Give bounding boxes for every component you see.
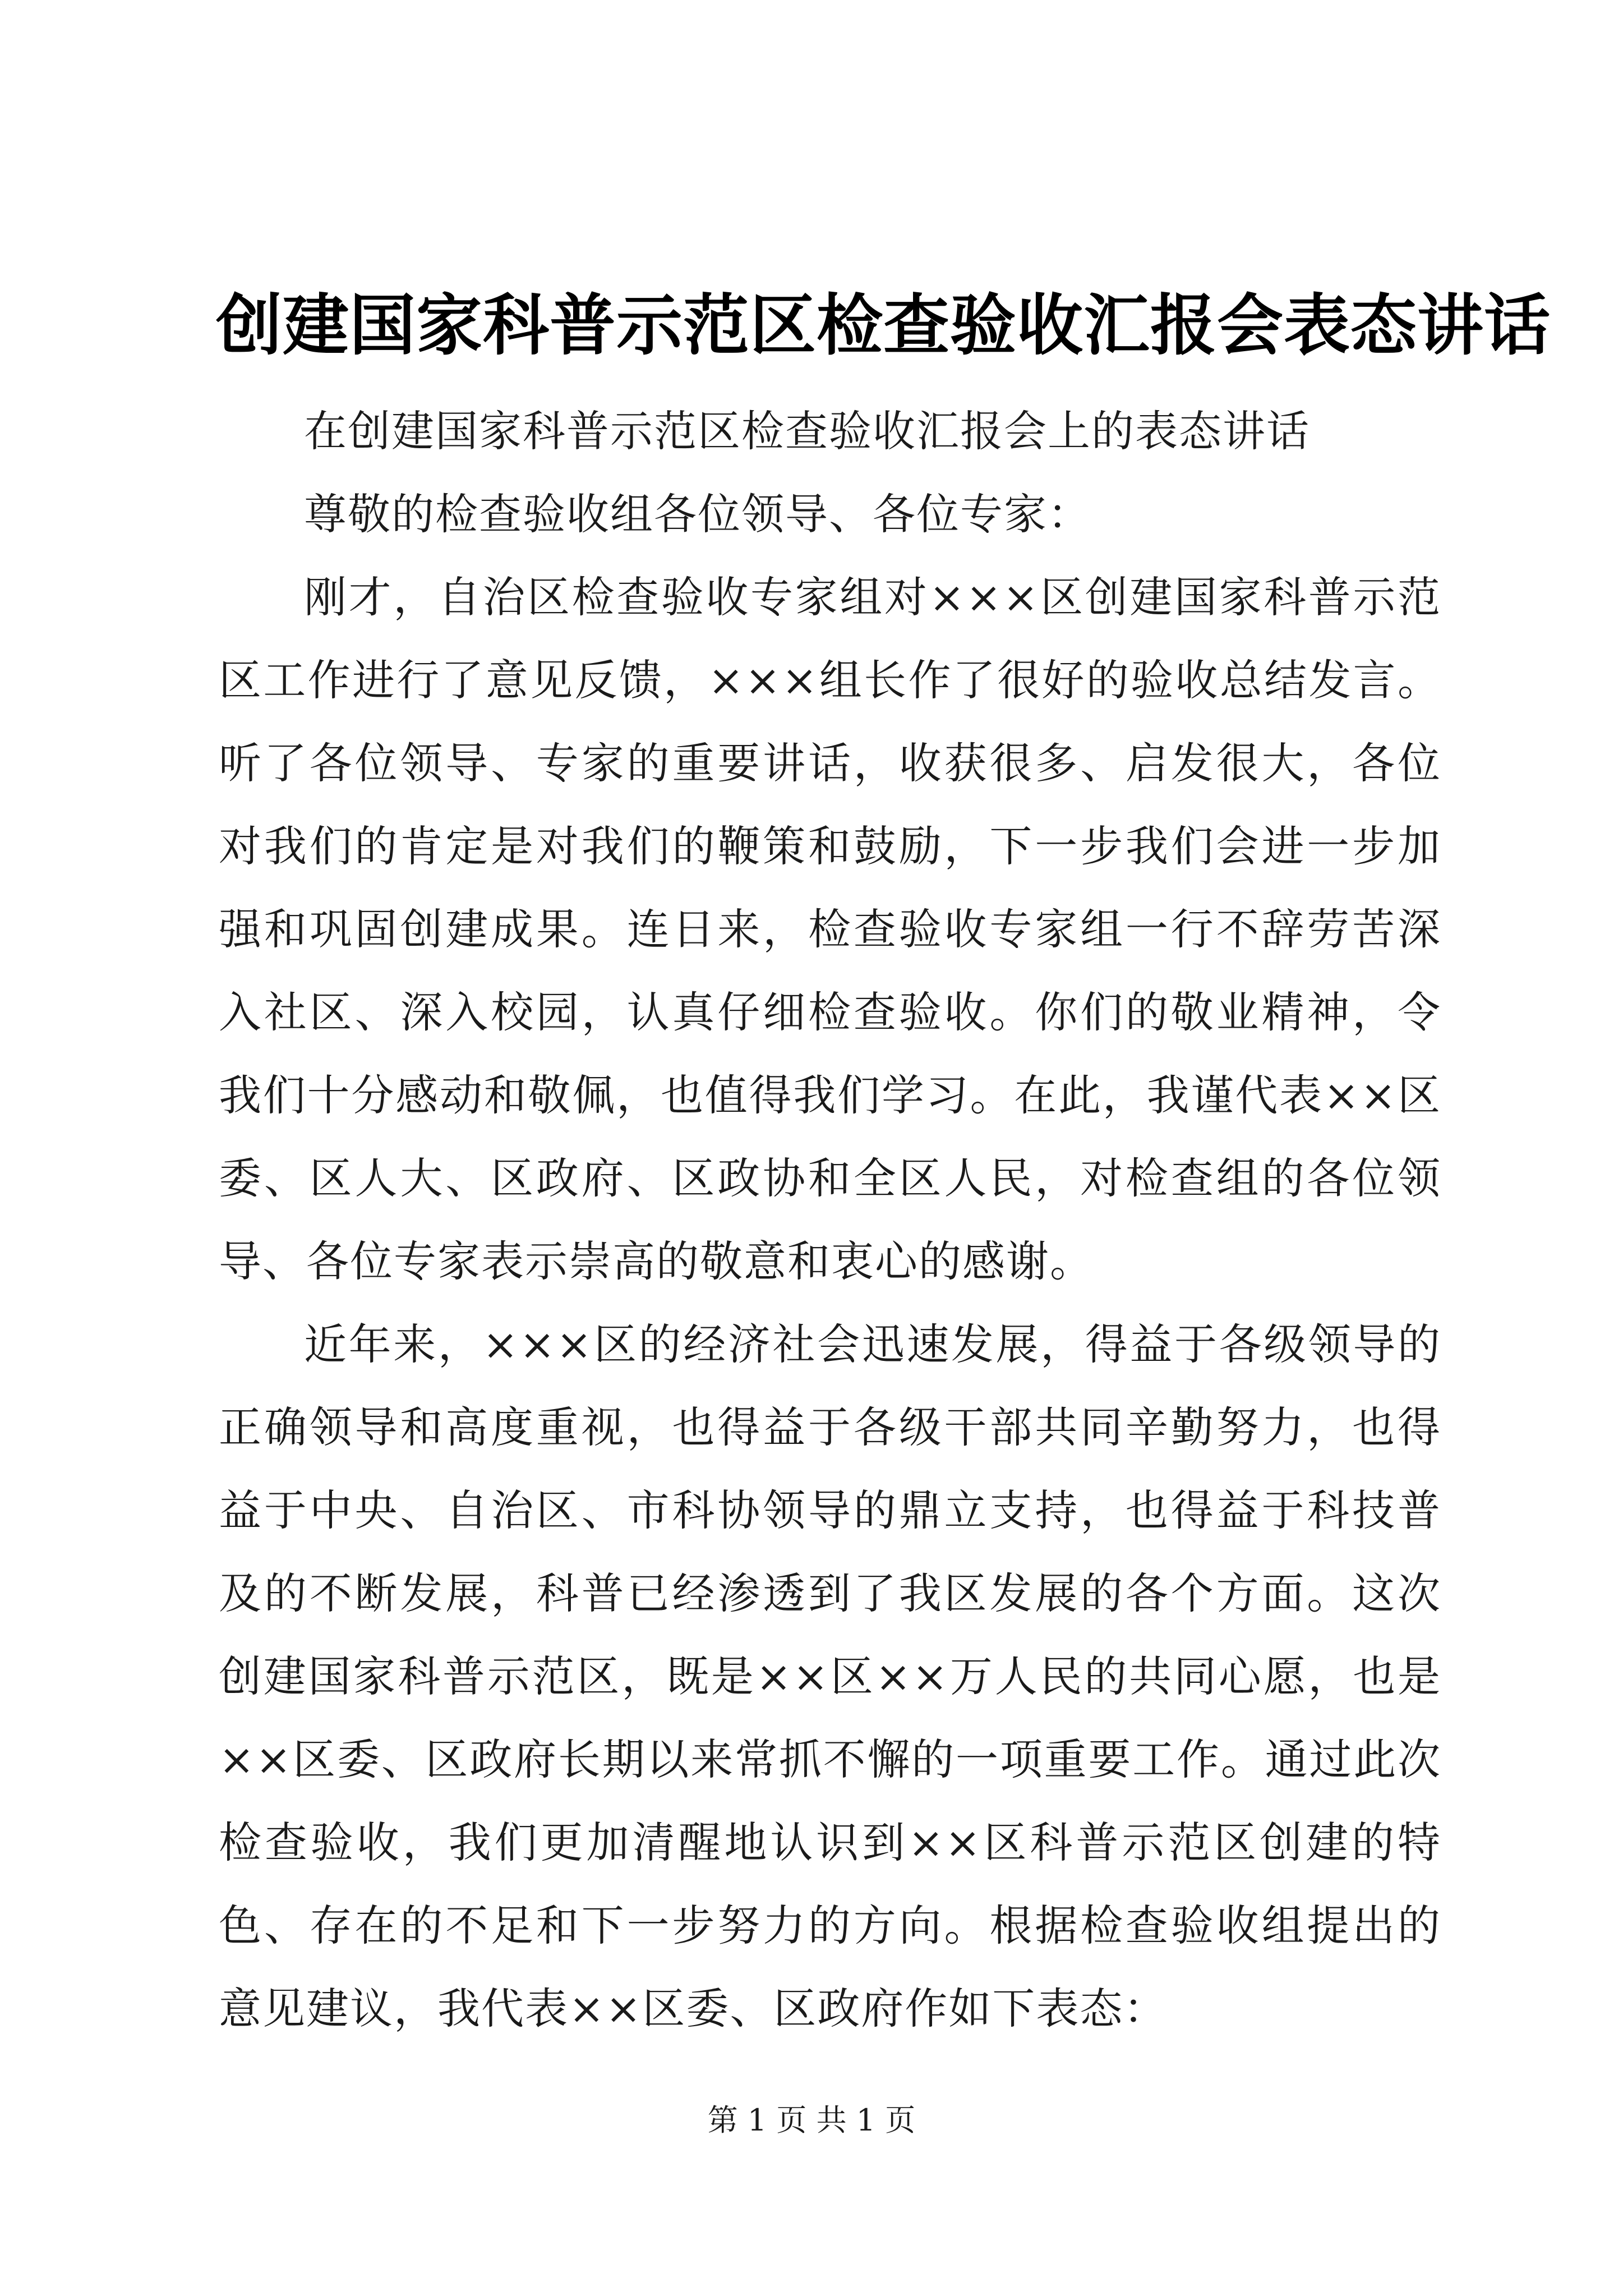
document-title: 创建国家科普示范区检查验收汇报会表态讲话 (216, 286, 1551, 364)
salutation: 尊敬的检查验收组各位领导、各位专家： (304, 489, 1091, 539)
speech-subtitle: 在创建国家科普示范区检查验收汇报会上的表态讲话 (304, 406, 1310, 456)
body-paragraph: 近年来，×××区的经济社会迅速发展，得益于各级领导的正确领导和高度重视，也得益于各级干部共同辛勤努力，也得益于中央、自治区、市科协领导的鼎立支持，也得益于科技普及的不断发展，科普已经渗透到了我区发展的各个方面。这次创建国家科普示范区，既是××区××万人民的共同心愿，也是××区委、区政府长期以来常抓不懈的一项重要工作。通过此次检查验收，我们更加清醒地认识到××区科普示范区创建的特色、存在的不足和下一步努力的方向。根据检查验收组提出的意见建议，我代表××区委、区政府作如下表态： (219, 1319, 1441, 2033)
document-body (219, 390, 1441, 2050)
body-paragraph: 刚才，自治区检查验收专家组对×××区创建国家科普示范区工作进行了意见反馈，×××组长作了很好的验收总结发言。听了各位领导、专家的重要讲话，收获很多、启发很大，各位对我们的肯定是对我们的鞭策和鼓励，下一步我们会进一步加强和巩固创建成果。连日来，检查验收专家组一行不辞劳苦深入社区、深入校园，认真仔细检查验收。你们的敬业精神，令我们十分感动和敬佩，也值得我们学习。在此，我谨代表××区委、区人大、区政府、区政协和全区人民，对检查组的各位领导、各位专家表示崇高的敬意和衷心的感谢。 (219, 572, 1441, 1286)
page-number-footer: 第 1 页 共 1 页 (707, 2102, 916, 2138)
